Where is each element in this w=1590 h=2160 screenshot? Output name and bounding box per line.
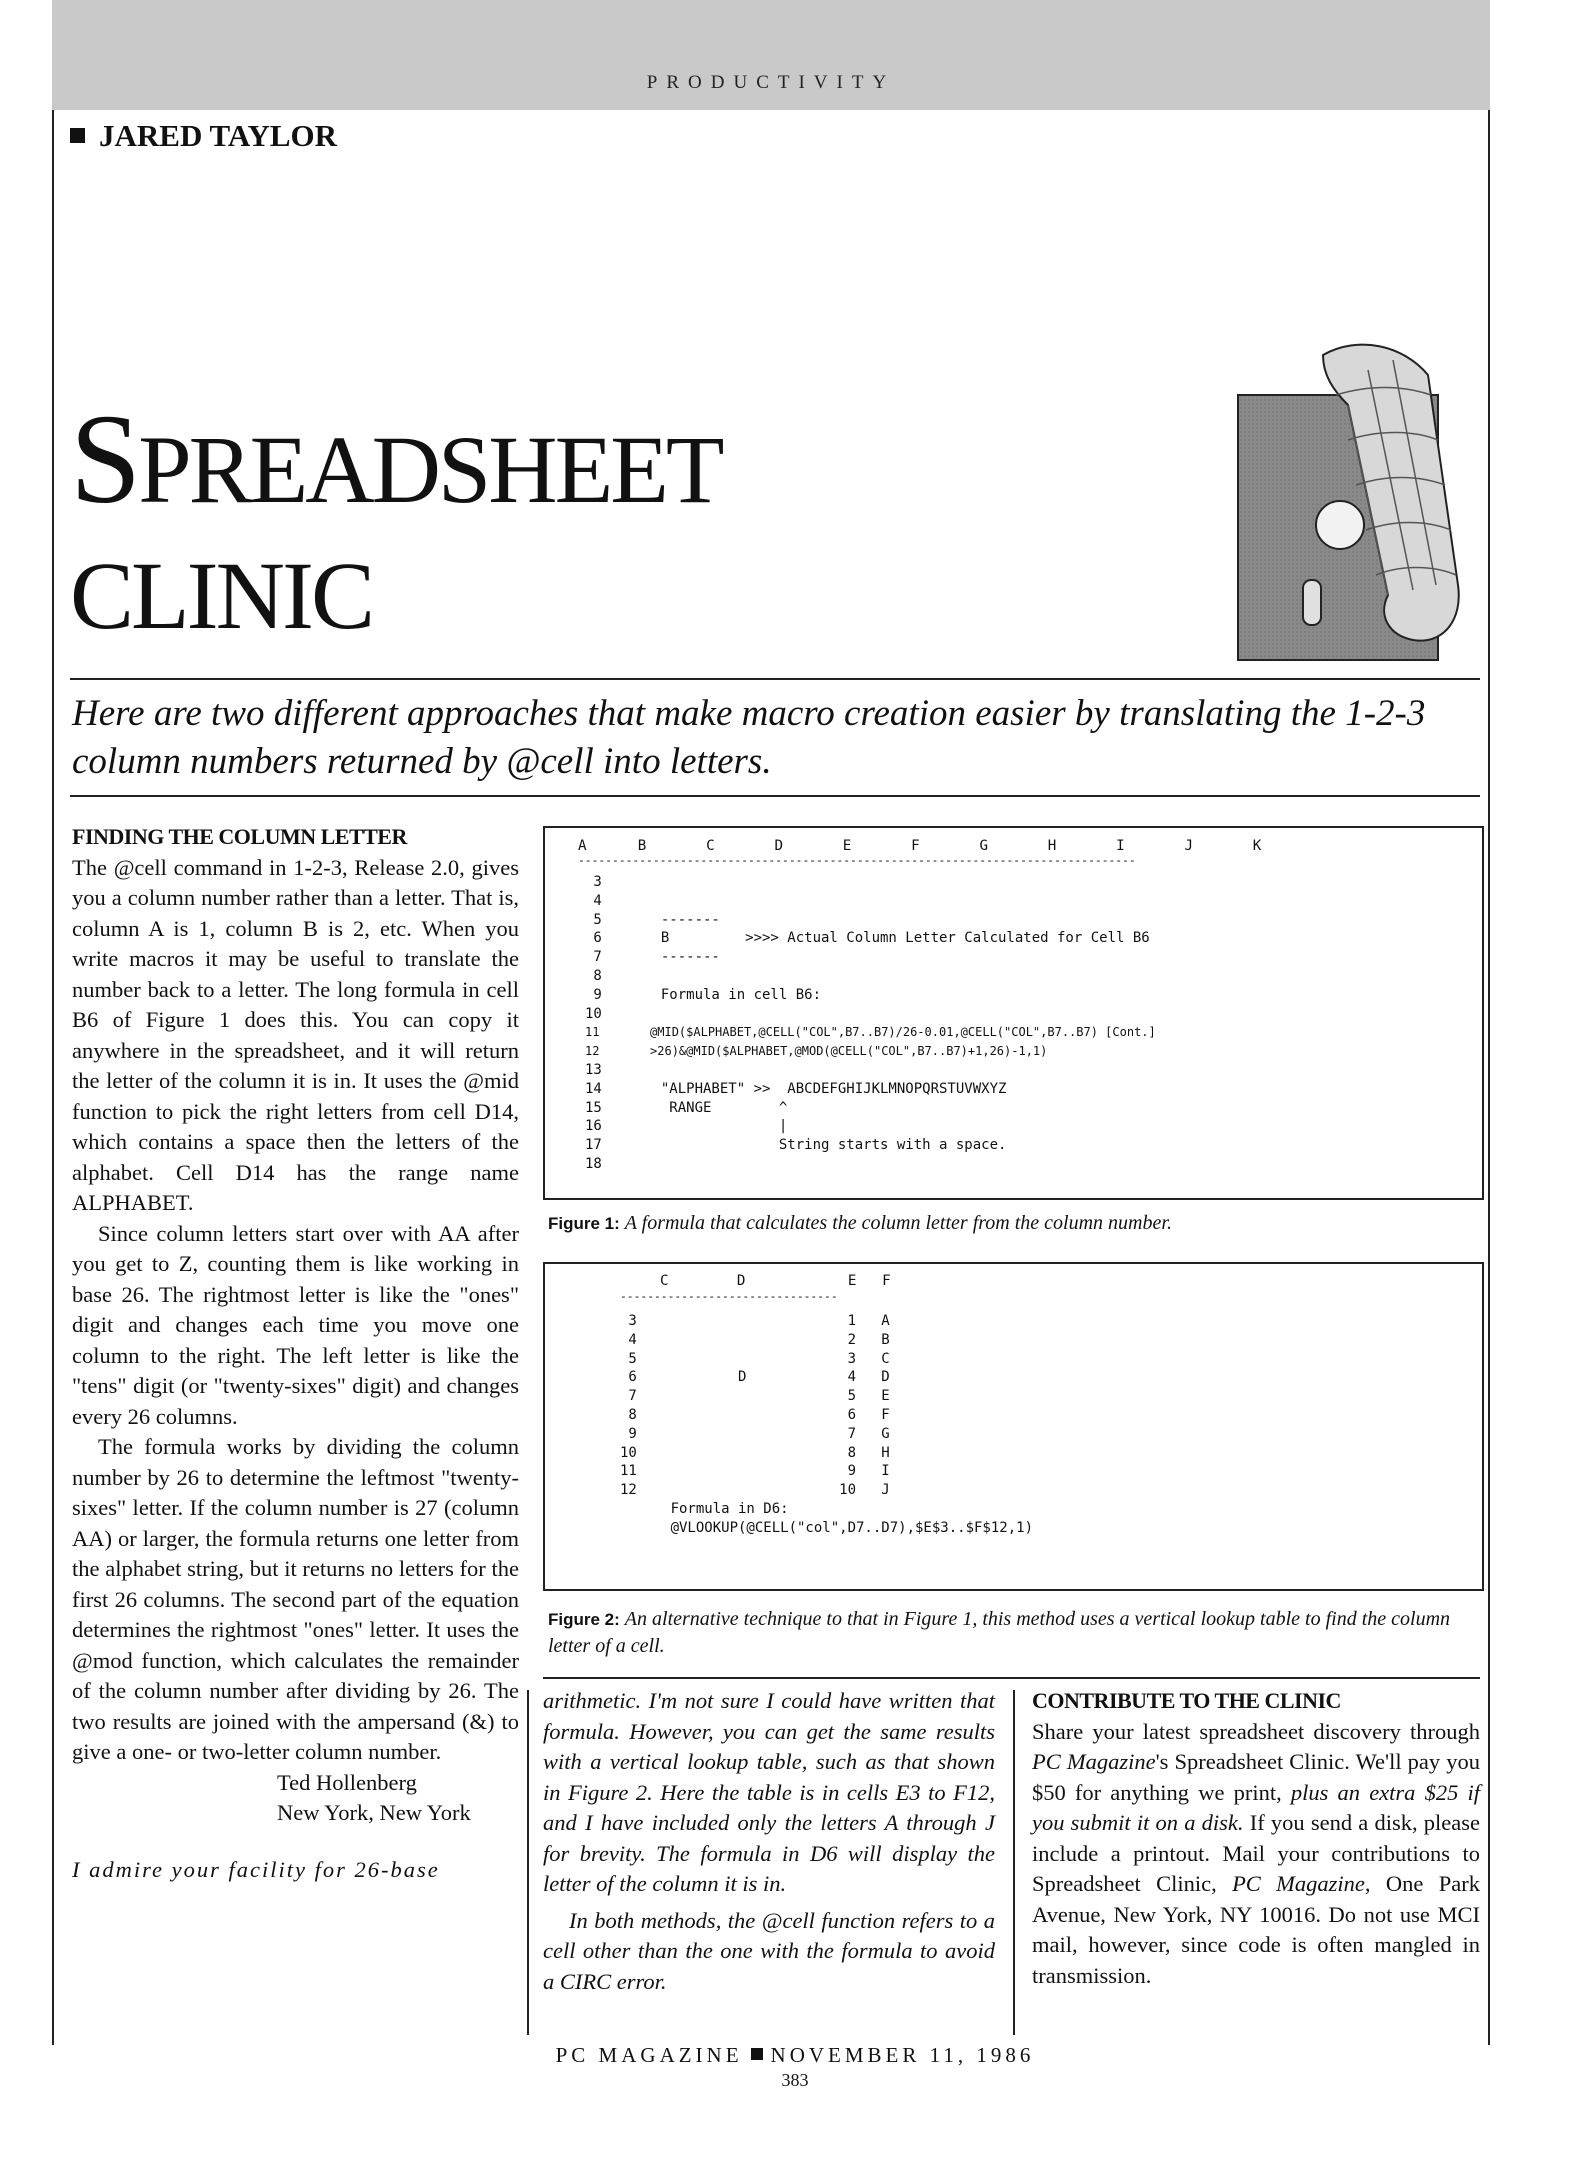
figure-2-dashes: -------------------------------- [620, 1290, 838, 1303]
fig2-line: 3 1 A [620, 1313, 890, 1329]
disk-hub [1316, 501, 1364, 549]
title-rest: PREADSHEET [138, 416, 722, 523]
column-2 [543, 1686, 995, 1997]
fig1-line: 4 [585, 892, 602, 909]
fig2-line: 7 5 E [620, 1388, 890, 1405]
deck-bottom-rule [70, 795, 1480, 797]
title-initial: S [70, 388, 139, 530]
col3-paragraph-1: Share your latest spreadsheet discovery through PC Magazine's Spreadsheet Clinic. We'll pay you $50 for anything we print, plus an extra $25 if you submit it on a disk. If you send a disk, please include a printout. Mail your contributions to Spreadsheet Clinic, PC Magazine, One Park Avenue, New York, NY 10016. Do not use MCI mail, however, since code is often mangled in transmission. [1032, 1718, 1480, 1988]
fig1-line: 15 RANGE ^ [585, 1099, 788, 1116]
fig1-line: 9 Formula in cell B6: [585, 986, 822, 1003]
col1-paragraph-2: Since column letters start over with AA after you get to Z, counting them is like working in base 26. The rightmost letter is like the "ones" digit and changes each time you move one column to the right. The left letter is like the "tens" digit (or "twenty-sixes" digit) and changes every 26 columns. [72, 1220, 519, 1429]
fig1-line: 6 B >>>> Actual Column Letter Calculated for Cell B6 [585, 930, 1150, 947]
column-1 [72, 822, 519, 1885]
article-deck: Here are two different approaches that make macro creation easier by translating the 1-2-3 column numbers returned by @cell into letters. [72, 693, 1426, 782]
fig1-line: 18 [585, 1155, 602, 1172]
letter-signature-name: Ted Hollenberg [277, 1769, 417, 1795]
figure-2-caption-text: An alternative technique to that in Figure 1, this method uses a vertical lookup table to find the column letter of a cell. [548, 1608, 1451, 1657]
page-number: 383 [781, 2070, 809, 2090]
fig1-line: 12 >26)&@MID($ALPHABET,@MOD(@CELL("COL",B7..B7)+1,26)-1,1) [585, 1044, 1048, 1059]
fig1-line: 13 [585, 1061, 602, 1078]
footer-date: NOVEMBER 11, 1986 [770, 2043, 1035, 2067]
author-name: JARED TAYLOR [99, 118, 338, 153]
reply-start: I admire your facility for 26-base [72, 1856, 440, 1882]
fig1-line: 10 [585, 1005, 602, 1022]
col2-col3-rule [1013, 1690, 1015, 2035]
column-3 [1032, 1686, 1480, 1991]
floppy-disk-illustration [1228, 335, 1473, 665]
section-heading-contribute: CONTRIBUTE TO THE CLINIC [1032, 1688, 1341, 1713]
letter-signature-place: New York, New York [277, 1800, 471, 1825]
figure-2-listing [620, 1312, 1033, 1538]
fig2-line: 12 10 J [620, 1482, 890, 1499]
fig2-line: 11 9 I [620, 1463, 890, 1480]
fig2-line: 6 D 4 D [620, 1369, 890, 1386]
fig2-line: 4 2 B [620, 1331, 890, 1348]
fig1-line: 14 "ALPHABET" >> ABCDEFGHIJKLMNOPQRSTUVWXYZ [585, 1080, 1007, 1097]
fig1-line: 11 @MID($ALPHABET,@CELL("COL",B7..B7)/26-0.01,@CELL("COL",B7..B7) [Cont.] [585, 1025, 1156, 1040]
figure-1-caption [548, 1210, 1478, 1237]
figure-1-listing [585, 873, 1156, 1174]
fig1-line: 3 [585, 874, 602, 890]
col2-paragraph-2: In both methods, the @cell function refers to a cell other than the one with the formula to avoid a CIRC error. [543, 1907, 995, 1994]
author-byline [70, 118, 337, 154]
disk-write-notch [1303, 580, 1321, 625]
figure-1-column-headers: A B C D E F G H I J K [578, 838, 1262, 854]
col2-paragraph-1: arithmetic. I'm not sure I could have written that formula. However, you can get the same results with a vertical lookup table, such as that shown in Figure 2. Here the table is in cells E3 to F12, and I have included only the letters A through J for brevity. The formula in D6 will display the letter of the column it is in. [543, 1688, 995, 1896]
right-border-rule [1488, 110, 1490, 2045]
fig2-line: Formula in D6: [620, 1500, 789, 1517]
fig2-line: @VLOOKUP(@CELL("col",D7..D7),$E$3..$F$12,1) [620, 1519, 1034, 1536]
fig1-line: 16 | [585, 1118, 788, 1135]
fig2-line: 5 3 C [620, 1350, 890, 1367]
figures-bottom-rule [543, 1677, 1480, 1679]
fig2-line: 9 7 G [620, 1425, 890, 1442]
figure-1-caption-label: Figure 1: [548, 1214, 620, 1233]
figure-2-caption [548, 1606, 1478, 1660]
fig1-line: 7 ------- [585, 949, 720, 966]
figure-1-dashes: ---------------------------------------------------------------------------------- [578, 854, 1136, 867]
fig1-line: 17 String starts with a space. [585, 1137, 1007, 1154]
section-label: PRODUCTIVITY [646, 72, 896, 93]
bullet-square-icon [70, 128, 85, 143]
col1-paragraph-3: The formula works by dividing the column number by 26 to determine the leftmost "twenty-sixes" letter. If the column number is 27 (column AA) or larger, the formula returns one letter from the alphabet string, but it returns no letters for the first 26 columns. The second part of the equation determines the rightmost "ones" letter. It uses the @mod function, which calculates the remainder of the column number after dividing by 26. The two results are joined with the ampersand (&) to give a one- or two-letter column number. [72, 1434, 519, 1764]
fig1-line: 5 ------- [585, 911, 720, 928]
col1-col2-rule [527, 1690, 529, 2035]
fig2-line: 8 6 F [620, 1406, 890, 1423]
footer-masthead [0, 2043, 1590, 2068]
left-border-rule [52, 110, 54, 2045]
figure-2-caption-label: Figure 2: [548, 1610, 620, 1629]
col1-paragraph-1: The @cell command in 1-2-3, Release 2.0, gives you a column number rather than a letter. That is, column A is 1, column B is 2, etc. When you write macros it may be useful to translate the number back to a letter. The long formula in cell B6 of Figure 1 does this. You can copy it anywhere in the spreadsheet, and it will return the letter of the column it is in. It uses the @mid function to pick the right letters from cell D14, which contains a space then the letters of the alphabet. Cell D14 has the range name ALPHABET. [72, 854, 519, 1215]
deck-top-rule [70, 678, 1480, 680]
figure-2-column-headers: C D E F [660, 1273, 891, 1289]
article-title-line1 [70, 388, 722, 530]
figure-1-caption-text: A formula that calculates the column letter from the column number. [624, 1212, 1172, 1234]
footer-magazine: PC MAGAZINE [555, 2043, 743, 2067]
article-title-line2: CLINIC [70, 542, 372, 649]
footer-bullet-square-icon [751, 2048, 763, 2060]
fig1-line: 8 [585, 967, 602, 984]
section-heading-finding: FINDING THE COLUMN LETTER [72, 824, 407, 849]
fig2-line: 10 8 H [620, 1444, 890, 1461]
